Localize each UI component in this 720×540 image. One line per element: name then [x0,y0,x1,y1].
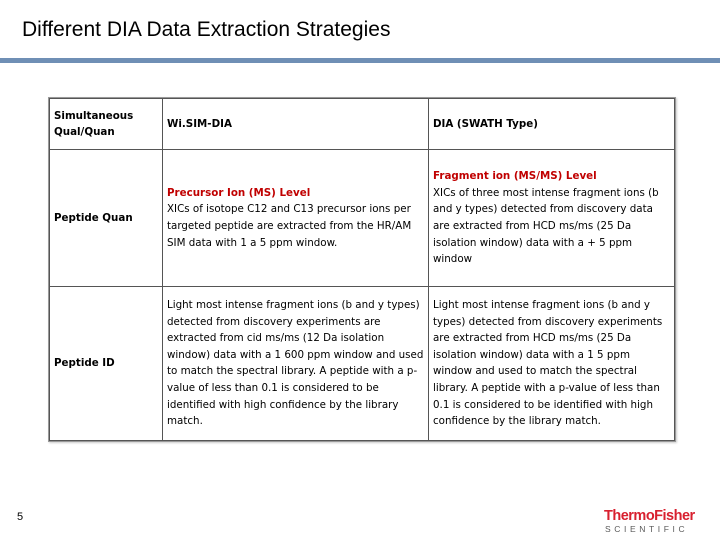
cell-wisim-quan [163,150,429,286]
header-cell-wisim-dia: Wi.SIM-DIA [163,99,429,150]
header-cell-qual-quan: Simultaneous Qual/Quan [50,99,163,150]
level-heading: Fragment ion (MS/MS) Level [433,170,597,183]
header-cell-dia-swath: DIA (SWATH Type) [429,99,675,150]
row-label-peptide-id: Peptide ID [50,286,163,440]
table-row [50,150,675,286]
table-header-row [50,99,675,150]
cell-text: XICs of isotope C12 and C13 precursor ions per targeted peptide are extracted from the HR/AM SIM data with 1 a 5 ppm window. [167,203,412,249]
cell-wisim-id [163,286,429,440]
slide-title: Different DIA Data Extraction Strategies [22,18,391,41]
cell-swath-quan [429,150,675,286]
cell-text: Light most intense fragment ions (b and y types) detected from discovery experiments are extracted from HCD ms/ms (25 Da isolation window) data with a 1 5 ppm window and used to match the spectral library. A peptide with a p-value of less than 0.1 is considered to be identified with high confidence by the library match. [433,298,663,428]
logo-subtitle: SCIENTIFIC [605,524,689,534]
cell-swath-id [429,286,675,440]
title-divider [0,58,720,63]
cell-text: Light most intense fragment ions (b and y types) detected from discovery experiments are extracted from cid ms/ms (12 Da isolation window) data with a 1 600 ppm window and used to match the spectral library. A peptide with a p-value of less than 0.1 is considered to be identified with high confidence by the library match. [167,298,424,428]
comparison-table [49,98,675,441]
table-row [50,286,675,440]
page-number: 5 [17,511,24,523]
level-heading: Precursor Ion (MS) Level [167,186,311,199]
cell-text: XICs of three most intense fragment ions (b and y types) detected from discovery data are extracted from HCD ms/ms (25 Da isolation window) data with a + 5 ppm window [433,186,659,266]
row-label-peptide-quan: Peptide Quan [50,150,163,286]
logo-wordmark: ThermoFisher [604,508,695,524]
comparison-table-frame [48,97,676,442]
thermofisher-logo [604,508,708,536]
